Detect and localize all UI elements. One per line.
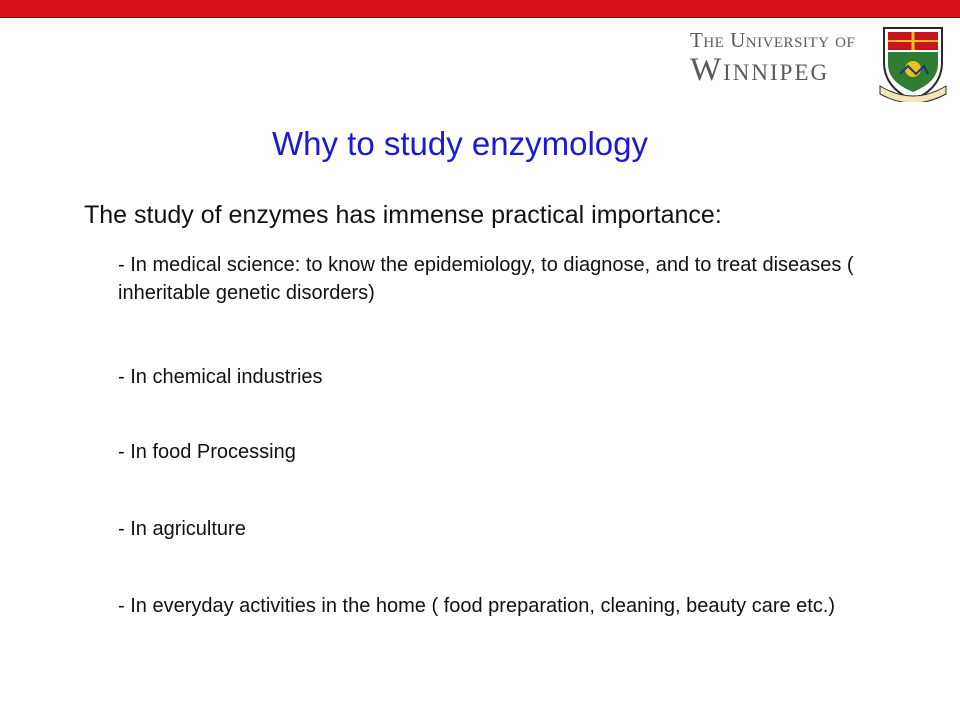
logo-wordmark bbox=[690, 28, 880, 88]
bullet-agriculture: - In agriculture bbox=[118, 518, 246, 540]
lead-statement: The study of enzymes has immense practical importance: bbox=[84, 201, 722, 229]
bullet-everyday-activities: - In everyday activities in the home ( food preparation, cleaning, beauty care etc.) bbox=[118, 595, 836, 617]
crest-icon bbox=[878, 22, 948, 102]
university-logo bbox=[690, 22, 948, 102]
logo-line-1: The University of bbox=[690, 28, 856, 52]
slide-title: Why to study enzymology bbox=[272, 125, 648, 162]
top-accent-bar bbox=[0, 0, 960, 18]
logo-line-2: Winnipeg bbox=[690, 52, 830, 88]
bullet-chemical-industries: - In chemical industries bbox=[118, 366, 323, 388]
bullet-medical-science: - In medical science: to know the epidemiology, to diagnose, and to treat diseases ( inheritable genetic disorders) bbox=[118, 254, 854, 304]
bullet-food-processing: - In food Processing bbox=[118, 441, 296, 463]
